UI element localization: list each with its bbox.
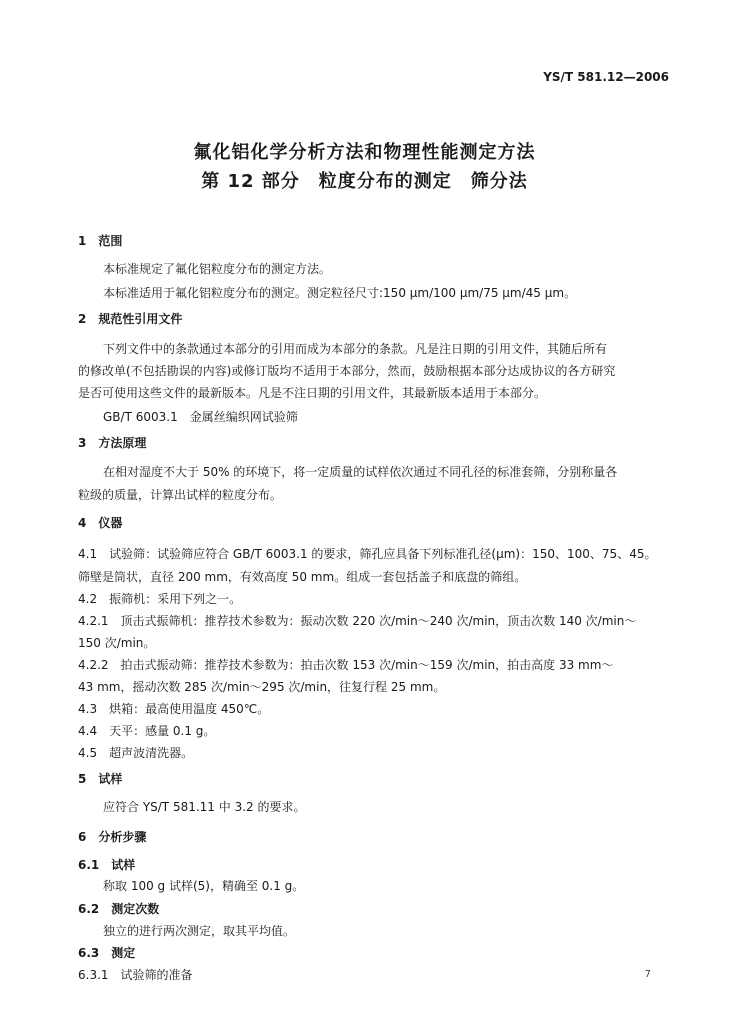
clause-4-1-line-1: 4.1 试验筛：试验筛应符合 GB/T 6003.1 的要求，筛孔应具备下列标准孔径(μm)：150、100、75、45。: [78, 547, 657, 561]
page-number: 7: [644, 969, 651, 980]
clause-4-2-1-line-2: 150 次/min。: [78, 636, 156, 650]
section-3-para-line-2: 粒级的质量，计算出试样的粒度分布。: [78, 488, 283, 502]
clause-4-2-2-line-1: 4.2.2 拍击式振动筛：推荐技术参数为：拍击次数 153 次/min～159 次/min，拍击高度 33 mm～: [78, 658, 614, 672]
clause-6-1-heading: 6.1 试样: [78, 858, 136, 872]
section-2-heading: 2 规范性引用文件: [78, 312, 183, 326]
section-6-heading: 6 分析步骤: [78, 830, 147, 844]
clause-4-2-1-line-1: 4.2.1 顶击式振筛机：推荐技术参数为：振动次数 220 次/min～240 次/min，顶击次数 140 次/min～: [78, 614, 637, 628]
clause-4-1-line-2: 筛壁是筒状，直径 200 mm，有效高度 50 mm。组成一套包括盖子和底盘的筛组。: [78, 570, 527, 584]
clause-6-1-para: 称取 100 g 试样(5)，精确至 0.1 g。: [103, 879, 305, 893]
clause-4-3: 4.3 烘箱：最高使用温度 450℃。: [78, 702, 270, 716]
section-2-para-line-2: 的修改单(不包括勘误的内容)或修订版均不适用于本部分，然而，鼓励根据本部分达成协议的各方研究: [78, 364, 616, 378]
clause-4-2: 4.2 振筛机：采用下列之一。: [78, 592, 242, 606]
section-5-para: 应符合 YS/T 581.11 中 3.2 的要求。: [103, 800, 306, 814]
clause-6-3-heading: 6.3 测定: [78, 946, 136, 960]
section-2-para-line-1: 下列文件中的条款通过本部分的引用而成为本部分的条款。凡是注日期的引用文件，其随后所有: [103, 342, 608, 356]
clause-4-2-2-line-2: 43 mm，摇动次数 285 次/min～295 次/min，往复行程 25 mm。: [78, 680, 446, 694]
section-4-heading: 4 仪器: [78, 516, 123, 530]
document-title-line1: 氟化铝化学分析方法和物理性能测定方法: [193, 142, 536, 163]
clause-4-4: 4.4 天平：感量 0.1 g。: [78, 724, 216, 738]
standard-code: YS/T 581.12—2006: [543, 70, 669, 84]
section-5-heading: 5 试样: [78, 772, 123, 786]
clause-6-2-heading: 6.2 测定次数: [78, 902, 160, 916]
section-1-para-1: 本标准规定了氟化铝粒度分布的测定方法。: [103, 262, 332, 276]
section-2-reference: GB/T 6003.1 金属丝编织网试验筛: [103, 410, 298, 424]
section-3-para-line-1: 在相对湿度不大于 50% 的环境下，将一定质量的试样依次通过不同孔径的标准套筛，分别称量各: [103, 465, 618, 479]
document-title-line2: 第 12 部分 粒度分布的测定 筛分法: [201, 171, 528, 192]
section-1-heading: 1 范围: [78, 234, 123, 248]
section-1-para-2: 本标准适用于氟化铝粒度分布的测定。测定粒径尺寸:150 μm/100 μm/75 μm/45 μm。: [103, 286, 577, 300]
clause-6-3-1: 6.3.1 试验筛的准备: [78, 968, 193, 982]
clause-4-5: 4.5 超声波清洗器。: [78, 746, 194, 760]
section-3-heading: 3 方法原理: [78, 436, 147, 450]
section-2-para-line-3: 是否可使用这些文件的最新版本。凡是不注日期的引用文件，其最新版本适用于本部分。: [78, 386, 547, 400]
clause-6-2-para: 独立的进行两次测定，取其平均值。: [103, 924, 296, 938]
